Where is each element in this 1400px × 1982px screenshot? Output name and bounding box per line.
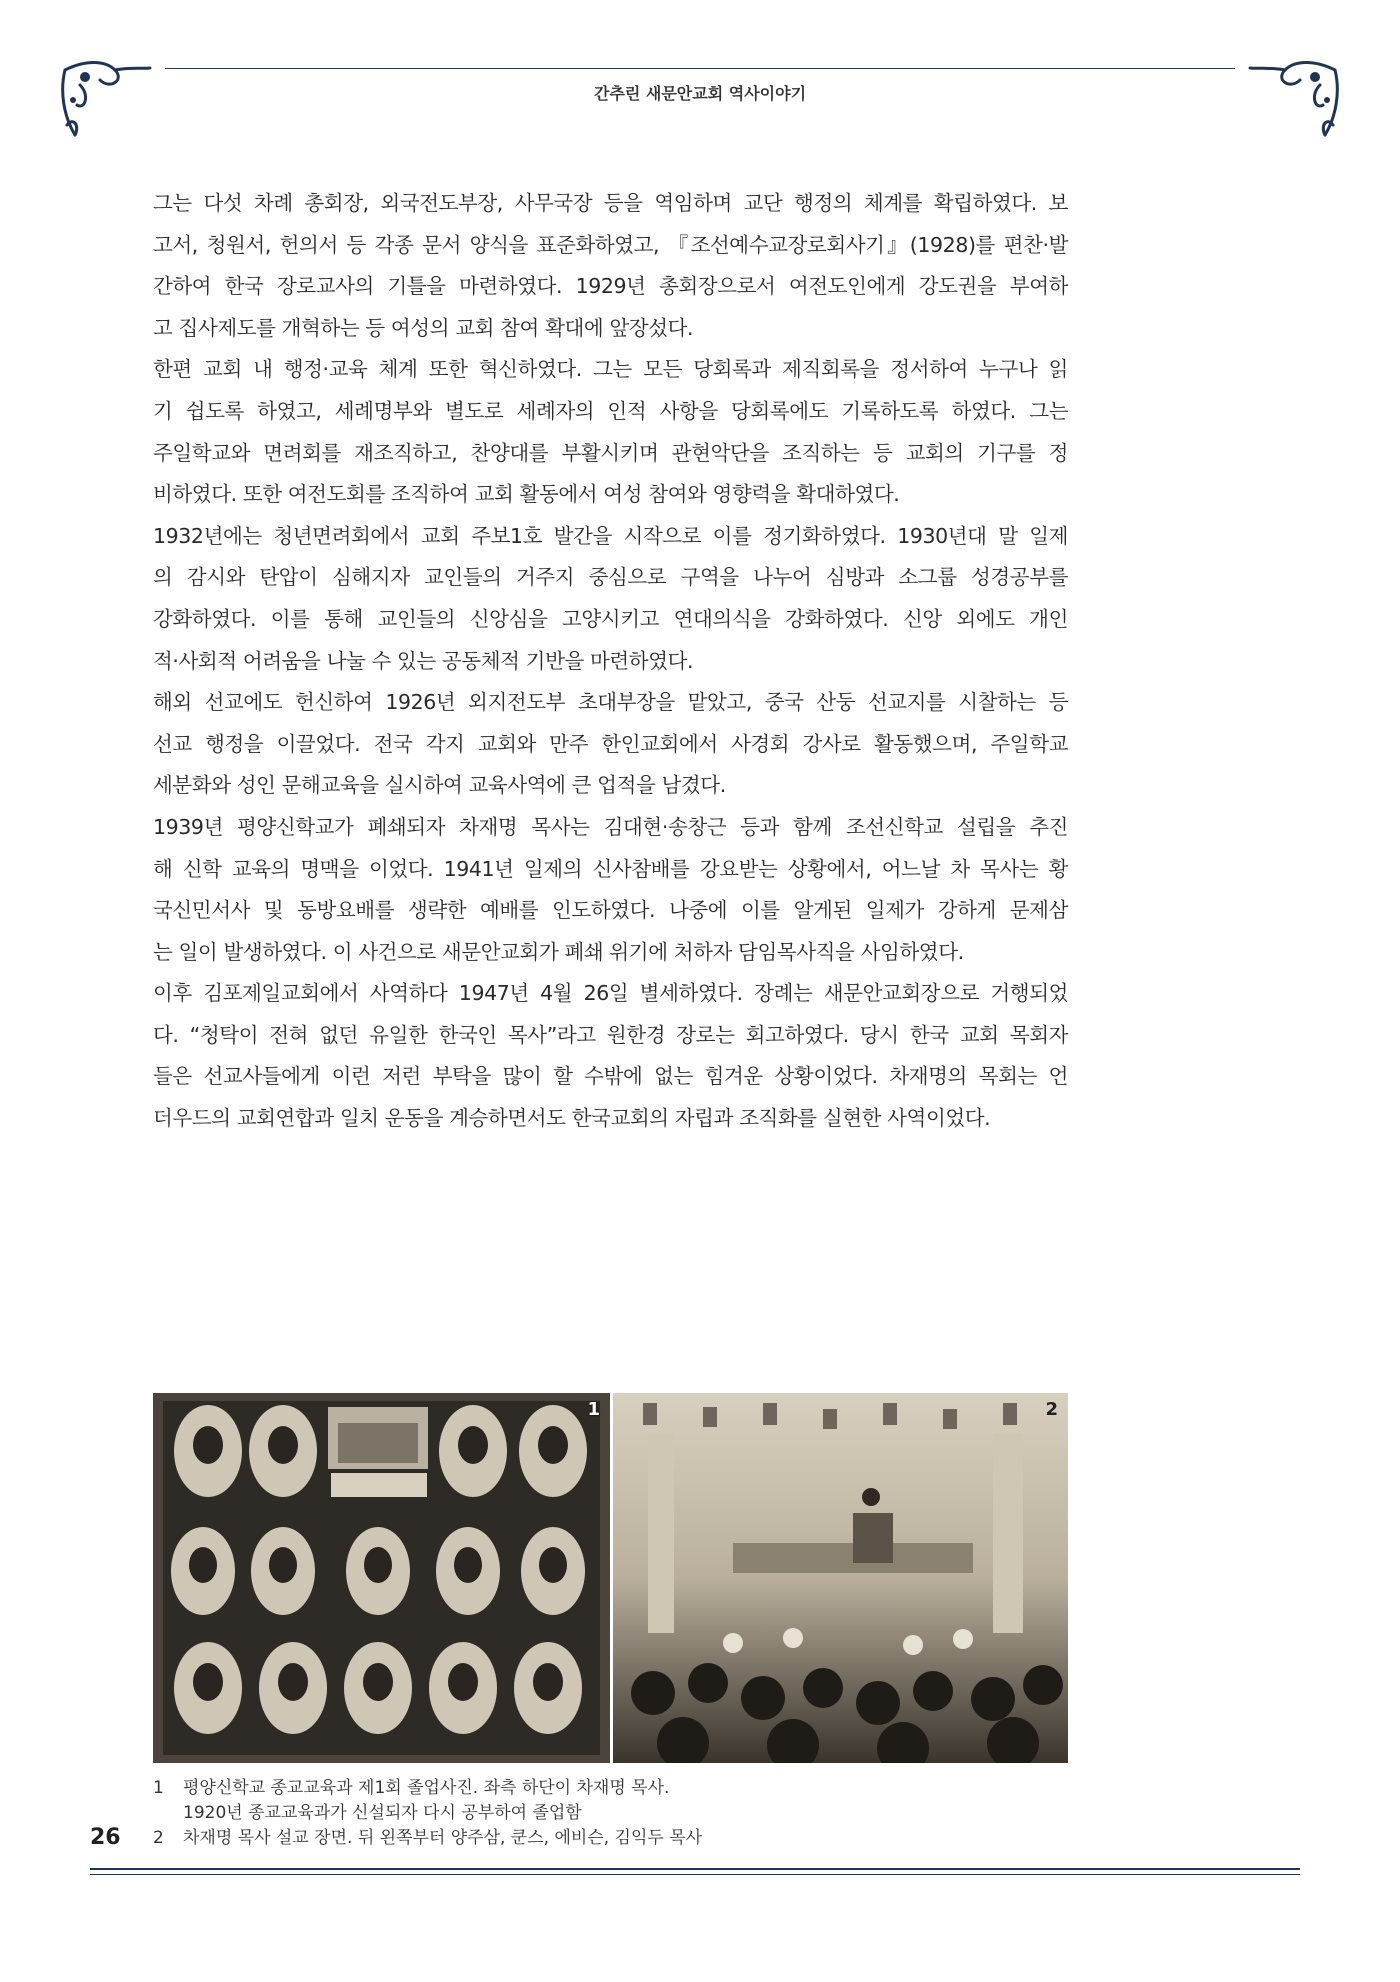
running-title: 간추린 새문안교회 역사이야기 (593, 84, 807, 103)
body-line: 한편 교회 내 행정·교육 체계 또한 혁신하였다. 그는 모든 당회록과 제직회록을 정서하여 누구나 읽 (153, 357, 1068, 382)
page-number: 26 (90, 1825, 121, 1850)
body-line: 그는 다섯 차례 총회장, 외국전도부장, 사무국장 등을 역임하며 교단 행정의 체계를 확립하였다. 보 (153, 191, 1068, 215)
photo-captions (153, 1776, 1068, 1851)
caption-number: 1 (153, 1778, 164, 1798)
body-text (153, 183, 1068, 1140)
caption-2 (153, 1826, 1068, 1851)
photo-number: 2 (1045, 1399, 1058, 1420)
body-line: 해 신학 교육의 명맥을 이었다. 1941년 일제의 신사참배를 강요받는 상황에서, 어느날 차 목사는 황 (153, 856, 1068, 881)
body-line: 1939년 평양신학교가 폐쇄되자 차재명 목사는 김대현·송창근 등과 함께 조선신학교 설립을 추진 (153, 814, 1068, 839)
graduation-photo (153, 1393, 610, 1763)
body-line: 의 감시와 탄압이 심해지자 교인들의 거주지 중심으로 구역을 나누어 심방과 소그룹 성경공부를 (153, 565, 1068, 590)
caption-text: 평양신학교 종교교육과 제1회 졸업사진. 좌측 하단이 차재명 목사. (183, 1778, 670, 1798)
body-line: 해외 선교에도 헌신하여 1926년 외지전도부 초대부장을 맡았고, 중국 산둥 선교지를 시찰하는 등 (153, 690, 1068, 715)
body-line: 적·사회적 어려움을 나눌 수 있는 공동체적 기반을 마련하였다. (153, 648, 694, 673)
body-line: 들은 선교사들에게 이런 저런 부탁을 많이 할 수밖에 없는 힘겨운 상황이었다. 차재명의 목회는 언 (153, 1064, 1068, 1089)
body-line: 이후 김포제일교회에서 사역하다 1947년 4월 26일 별세하였다. 장례는 새문안교회장으로 거행되었 (153, 981, 1068, 1006)
body-line: 세분화와 성인 문해교육을 실시하여 교육사역에 큰 업적을 남겼다. (153, 773, 726, 798)
header-rule (165, 68, 1235, 69)
body-line: 다. “청탁이 전혀 없던 유일한 한국인 목사”라고 원한경 장로는 회고하였다. 당시 한국 교회 목회자 (153, 1022, 1068, 1047)
sermon-photo-image (613, 1393, 1068, 1763)
caption-text: 1920년 종교교육과가 신설되자 다시 공부하여 졸업함 (183, 1803, 582, 1823)
body-line: 선교 행정을 이끌었다. 전국 각지 교회와 만주 한인교회에서 사경회 강사로 활동했으며, 주일학교 (153, 731, 1068, 756)
body-line: 더우드의 교회연합과 일치 운동을 계승하면서도 한국교회의 자립과 조직화를 실현한 사역이었다. (153, 1106, 991, 1131)
body-line: 주일학교와 면려회를 재조직하고, 찬양대를 부활시키며 관현악단을 조직하는 등 교회의 기구를 정 (153, 440, 1068, 465)
photo-number: 1 (587, 1399, 600, 1420)
caption-number: 2 (153, 1828, 164, 1848)
body-line: 비하였다. 또한 여전도회를 조직하여 교회 활동에서 여성 참여와 영향력을 확대하였다. (153, 482, 900, 507)
body-line: 는 일이 발생하였다. 이 사건으로 새문안교회가 폐쇄 위기에 처하자 담임목사직을 사임하였다. (153, 939, 964, 964)
caption-1-continued (153, 1801, 1068, 1826)
body-line: 고 집사제도를 개혁하는 등 여성의 교회 참여 확대에 앞장섰다. (153, 315, 694, 340)
footer-rule (90, 1868, 1300, 1870)
body-line: 기 쉽도록 하였고, 세례명부와 별도로 세례자의 인적 사항을 당회록에도 기록하도록 하였다. 그는 (153, 398, 1068, 423)
body-line: 강화하였다. 이를 통해 교인들의 신앙심을 고양시키고 연대의식을 강화하였다. 신앙 외에도 개인 (153, 606, 1068, 631)
body-line: 고서, 청원서, 헌의서 등 각종 문서 양식을 표준화하였고, 『조선예수교장로회사기』(1928)를 편찬·발 (153, 232, 1068, 257)
body-line: 간하여 한국 장로교사의 기틀을 마련하였다. 1929년 총회장으로서 여전도인에게 강도권을 부여하 (153, 274, 1068, 299)
graduation-photo-image (153, 1393, 610, 1763)
sermon-photo (613, 1393, 1068, 1763)
body-line: 1932년에는 청년면려회에서 교회 주보1호 발간을 시작으로 이를 정기화하였다. 1930년대 말 일제 (153, 523, 1068, 548)
body-line: 국신민서사 및 동방요배를 생략한 예배를 인도하였다. 나중에 이를 알게된 일제가 강하게 문제삼 (153, 898, 1068, 923)
caption-1 (153, 1776, 1068, 1801)
footer-rule-thin (90, 1874, 1300, 1875)
caption-text: 차재명 목사 설교 장면. 뒤 왼쪽부터 양주삼, 쿤스, 에비슨, 김익두 목사 (183, 1828, 703, 1848)
